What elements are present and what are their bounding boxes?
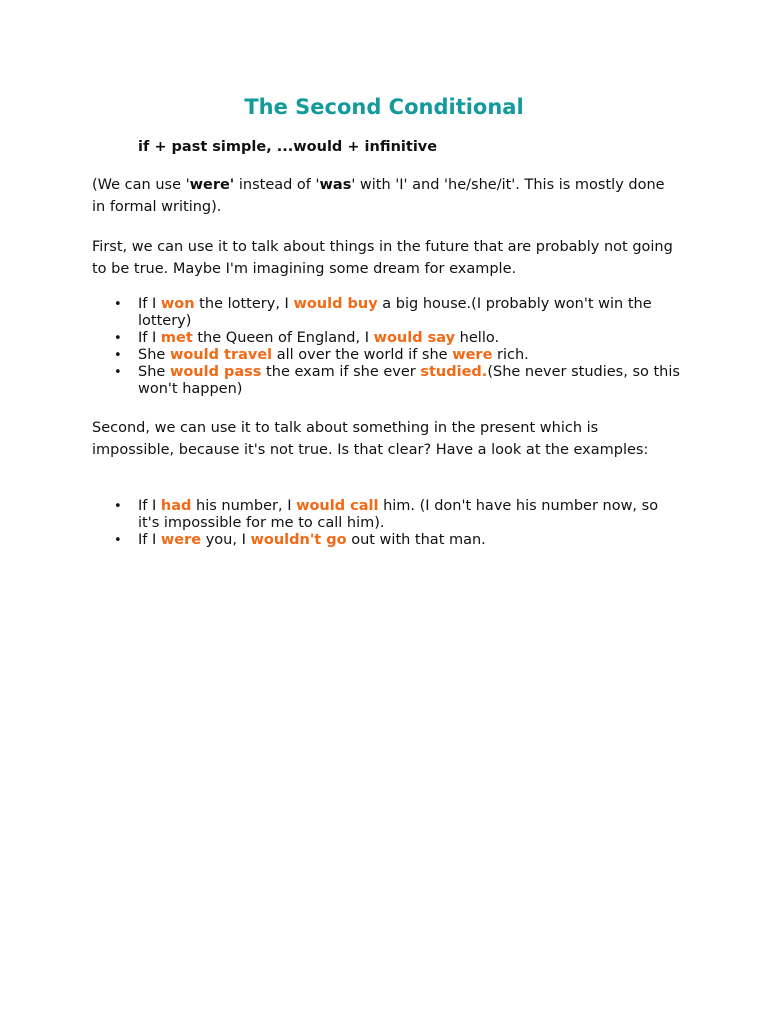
- highlight-verb: would travel: [169, 347, 273, 363]
- item-text: the exam if she ever: [261, 364, 421, 380]
- item-text: If I: [138, 498, 161, 514]
- item-text: If I: [138, 532, 161, 548]
- item-text: She: [138, 347, 170, 363]
- bold-word-was: was: [319, 177, 352, 193]
- bullet-icon: •: [114, 499, 122, 514]
- highlight-verb: would say: [373, 330, 456, 346]
- item-text: (She never studies, so this won't happen): [138, 364, 680, 397]
- item-text: the Queen of England, I: [192, 330, 374, 346]
- item-text: the lottery, I: [194, 296, 294, 312]
- highlight-verb: would call: [296, 498, 379, 514]
- list-item: [92, 347, 682, 364]
- paragraph-present-use: Second, we can use it to talk about something in the present which is impossible, because it's not true. Is that clear? Have a look at the examples:: [92, 420, 649, 458]
- paragraph-future-use: First, we can use it to talk about things in the future that are probably not going to be true. Maybe I'm imagining some dream for example.: [92, 239, 673, 277]
- item-text: his number, I: [191, 498, 297, 514]
- highlight-verb: would buy: [293, 296, 378, 312]
- highlight-verb: were: [452, 347, 493, 363]
- item-text: you, I: [201, 532, 251, 548]
- highlight-verb: won: [160, 296, 195, 312]
- highlight-verb: studied.: [420, 364, 488, 380]
- highlight-verb: met: [160, 330, 193, 346]
- item-text: rich.: [492, 347, 529, 363]
- page-title: The Second Conditional: [244, 95, 524, 119]
- bullet-icon: •: [114, 297, 122, 312]
- highlight-verb: had: [160, 498, 192, 514]
- list-item: [92, 330, 682, 347]
- item-text: out with that man.: [346, 532, 486, 548]
- highlight-verb: would pass: [169, 364, 262, 380]
- list-item: [92, 364, 682, 398]
- future-examples-list: [92, 296, 682, 398]
- item-text: She: [138, 364, 170, 380]
- formula-line: if + past simple, ...would + infinitive: [138, 139, 438, 155]
- paragraph-text: instead of ': [234, 177, 320, 193]
- bullet-icon: •: [114, 533, 122, 548]
- paragraph-text: (We can use ': [92, 177, 190, 193]
- paragraph-were-note: [92, 174, 682, 218]
- bullet-icon: •: [114, 331, 122, 346]
- list-item: [92, 296, 682, 330]
- item-text: a big house.(I probably won't win the lottery): [138, 296, 652, 329]
- paragraph-text: ' with 'I' and 'he/she/it'. This is mostly done in formal writing).: [92, 177, 665, 215]
- highlight-verb: were: [160, 532, 202, 548]
- item-text: hello.: [455, 330, 500, 346]
- bold-word-were: were': [189, 177, 235, 193]
- highlight-verb: wouldn't go: [250, 532, 347, 548]
- bullet-icon: •: [114, 365, 122, 380]
- bullet-icon: •: [114, 348, 122, 363]
- item-text: him. (I don't have his number now, so it's impossible for me to call him).: [138, 498, 659, 531]
- list-item: [92, 498, 682, 532]
- item-text: all over the world if she: [272, 347, 453, 363]
- item-text: If I: [138, 330, 161, 346]
- list-item: [92, 532, 682, 549]
- item-text: If I: [138, 296, 161, 312]
- present-examples-list: [92, 498, 682, 549]
